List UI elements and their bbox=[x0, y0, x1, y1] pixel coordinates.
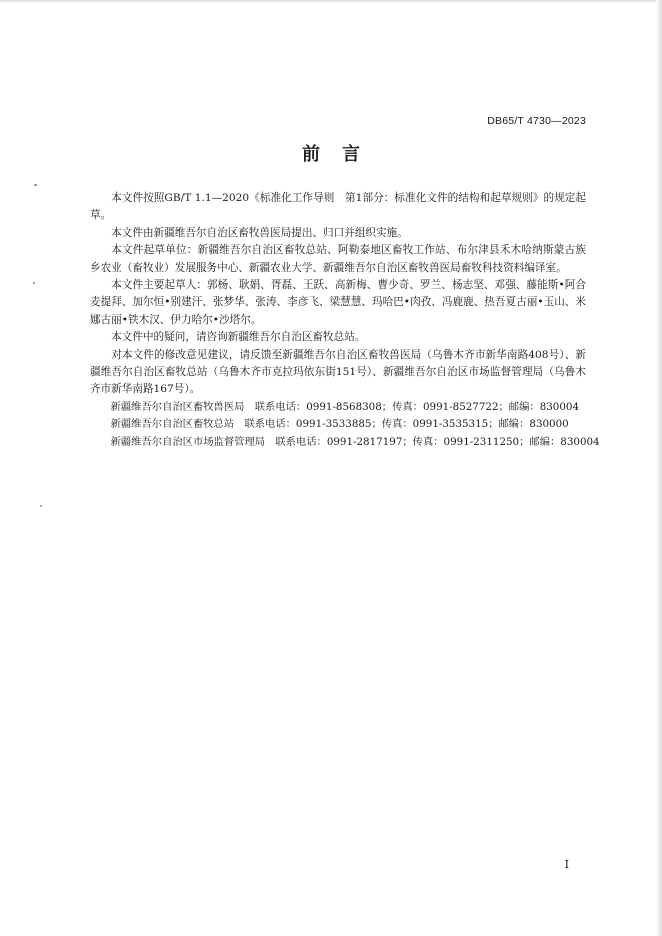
scan-speck bbox=[40, 505, 42, 507]
scan-edge-top bbox=[0, 0, 662, 3]
contact-line: 新疆维吾尔自治区畜牧兽医局 联系电话：0991-8568308；传真：0991-8527722；邮编：830004 bbox=[110, 400, 579, 413]
paragraph-drafting-units: 本文件起草单位：新疆维吾尔自治区畜牧总站、阿勒泰地区畜牧工作站、布尔津县禾木哈纳斯蒙古族乡农业（畜牧业）发展服务中心、新疆农业大学、新疆维吾尔自治区畜牧兽医局畜牧科技资料编译室。 bbox=[90, 244, 586, 274]
contact-line: 新疆维吾尔自治区市场监督管理局 联系电话：0991-2817197；传真：0991-2311250；邮编：830004 bbox=[110, 435, 600, 448]
paragraph-inquiries: 本文件中的疑问，请咨询新疆维吾尔自治区畜牧总站。 bbox=[111, 331, 366, 344]
foreword-body bbox=[90, 190, 600, 451]
paragraph-drafters: 本文件主要起草人：郭杨、耿娟、胥磊、王跃、高新梅、曹少奇、罗兰、杨志坚、邓强、藤能斯•阿合麦提拜、加尔恒•别建汗、张梦华、张涛、李彦飞、梁慧慧、玛哈巴•肉孜、冯鹿鹿、热吾夏古丽•玉山、米娜古丽•铁木汉、伊力哈尔•沙塔尔。 bbox=[90, 279, 586, 326]
paragraph-feedback: 对本文件的修改意见建议，请反馈至新疆维吾尔自治区畜牧兽医局（乌鲁木齐市新华南路408号）、新疆维吾尔自治区畜牧总站（乌鲁木齐市克拉玛依东街151号）、新疆维吾尔自治区市场监督管理局（乌鲁木齐市新华南路167号）。 bbox=[90, 348, 586, 396]
page-number: I bbox=[564, 858, 569, 871]
document-code: DB65/T 4730—2023 bbox=[487, 115, 586, 127]
paragraph-drafting-rules: 本文件按照GB/T 1.1—2020《标准化工作导则 第1部分：标准化文件的结构和起草规则》的规定起草。 bbox=[90, 192, 586, 222]
contact-line: 新疆维吾尔自治区畜牧总站 联系电话：0991-3533885；传真：0991-3535315；邮编：830000 bbox=[110, 418, 569, 431]
page-title: 前言 bbox=[302, 144, 382, 165]
scan-speck bbox=[34, 184, 37, 186]
paragraph-proposer: 本文件由新疆维吾尔自治区畜牧兽医局提出、归口并组织实施。 bbox=[111, 226, 408, 239]
scan-speck bbox=[33, 282, 35, 284]
